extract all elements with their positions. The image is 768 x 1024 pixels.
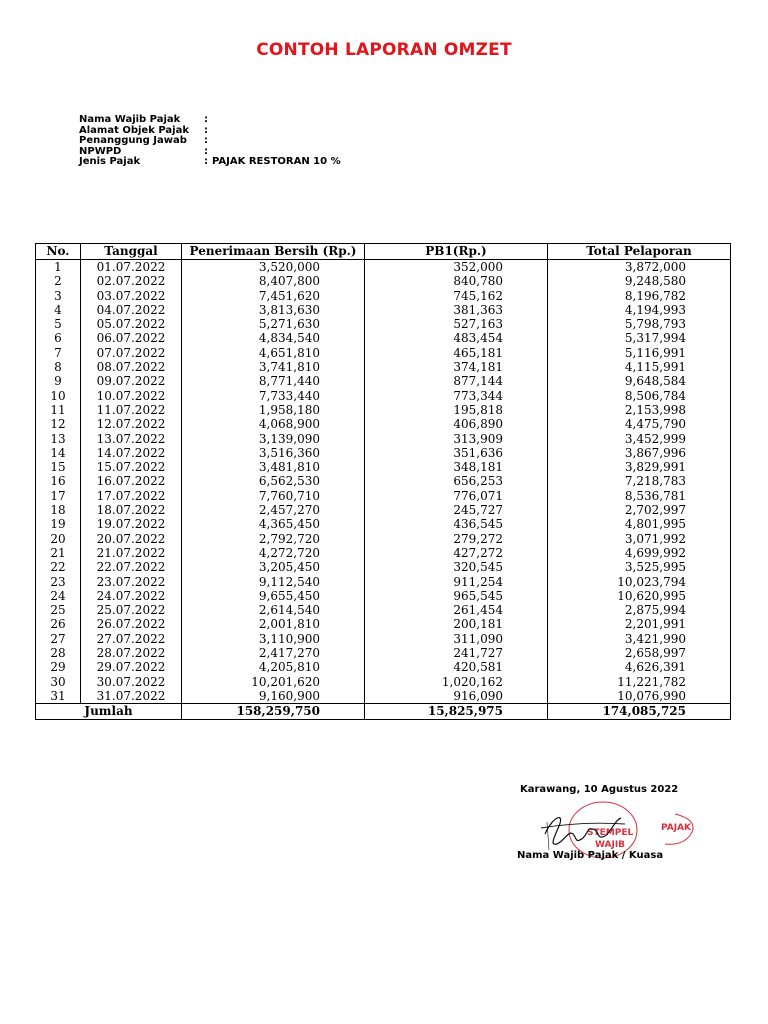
cell-total: 7,218,783: [548, 474, 731, 488]
cell-total: 8,196,782: [548, 289, 731, 303]
cell-no: 21: [36, 546, 81, 560]
cell-pb1: 420,581: [365, 660, 548, 674]
cell-penerimaan: 3,139,090: [182, 432, 365, 446]
cell-tanggal: 19.07.2022: [81, 517, 182, 531]
cell-pb1: 427,272: [365, 546, 548, 560]
table-row: [36, 532, 731, 546]
cell-tanggal: 03.07.2022: [81, 289, 182, 303]
cell-tanggal: 04.07.2022: [81, 303, 182, 317]
cell-pb1: 381,363: [365, 303, 548, 317]
table-row: [36, 317, 731, 331]
cell-no: 19: [36, 517, 81, 531]
cell-pb1: 245,727: [365, 503, 548, 517]
cell-no: 15: [36, 460, 81, 474]
cell-penerimaan: 8,771,440: [182, 374, 365, 388]
cell-pb1: 465,181: [365, 346, 548, 360]
cell-pb1: 1,020,162: [365, 675, 548, 689]
cell-pb1: 200,181: [365, 617, 548, 631]
cell-no: 18: [36, 503, 81, 517]
table-row: [36, 460, 731, 474]
cell-tanggal: 17.07.2022: [81, 489, 182, 503]
info-label: NPWPD: [79, 145, 122, 157]
cell-penerimaan: 10,201,620: [182, 675, 365, 689]
cell-total: 3,071,992: [548, 532, 731, 546]
total-penerimaan: 158,259,750: [182, 704, 365, 719]
taxpayer-info: [79, 115, 341, 168]
total-label: Jumlah: [36, 704, 182, 719]
cell-tanggal: 31.07.2022: [81, 689, 182, 704]
cell-total: 4,115,991: [548, 360, 731, 374]
info-label: Penanggung Jawab: [79, 135, 187, 146]
cell-tanggal: 16.07.2022: [81, 474, 182, 488]
table-row: [36, 417, 731, 431]
cell-pb1: 352,000: [365, 260, 548, 275]
signature-place-date: Karawang, 10 Agustus 2022: [520, 784, 679, 795]
cell-penerimaan: 7,451,620: [182, 289, 365, 303]
cell-tanggal: 06.07.2022: [81, 331, 182, 345]
cell-total: 5,116,991: [548, 346, 731, 360]
cell-total: 3,452,999: [548, 432, 731, 446]
cell-penerimaan: 2,792,720: [182, 532, 365, 546]
cell-tanggal: 29.07.2022: [81, 660, 182, 674]
cell-total: 3,829,991: [548, 460, 731, 474]
stamp-text-2: WAJIB: [595, 840, 626, 850]
header-tanggal: Tanggal: [81, 244, 182, 260]
cell-penerimaan: 4,205,810: [182, 660, 365, 674]
cell-pb1: 195,818: [365, 403, 548, 417]
cell-penerimaan: 4,272,720: [182, 546, 365, 560]
cell-total: 5,317,994: [548, 331, 731, 345]
cell-tanggal: 24.07.2022: [81, 589, 182, 603]
cell-tanggal: 15.07.2022: [81, 460, 182, 474]
cell-total: 3,872,000: [548, 260, 731, 275]
table-row: [36, 346, 731, 360]
total-pelaporan: 174,085,725: [548, 704, 731, 719]
stamp-text-1: STEMPEL: [587, 828, 634, 838]
cell-penerimaan: 3,481,810: [182, 460, 365, 474]
table-row: [36, 503, 731, 517]
cell-penerimaan: 3,813,630: [182, 303, 365, 317]
cell-total: 4,194,993: [548, 303, 731, 317]
table-row: [36, 617, 731, 631]
table-row: [36, 274, 731, 288]
cell-pb1: 840,780: [365, 274, 548, 288]
cell-pb1: 965,545: [365, 589, 548, 603]
table-row: [36, 646, 731, 660]
cell-total: 9,648,584: [548, 374, 731, 388]
cell-total: 2,875,994: [548, 603, 731, 617]
cell-no: 4: [36, 303, 81, 317]
cell-tanggal: 11.07.2022: [81, 403, 182, 417]
cell-pb1: 348,181: [365, 460, 548, 474]
table-row: [36, 560, 731, 574]
info-row: [79, 157, 341, 168]
cell-penerimaan: 2,417,270: [182, 646, 365, 660]
cell-tanggal: 26.07.2022: [81, 617, 182, 631]
cell-total: 10,076,990: [548, 689, 731, 704]
cell-total: 2,658,997: [548, 646, 731, 660]
cell-no: 10: [36, 389, 81, 403]
table-row: [36, 546, 731, 560]
cell-no: 6: [36, 331, 81, 345]
cell-tanggal: 18.07.2022: [81, 503, 182, 517]
cell-total: 4,801,995: [548, 517, 731, 531]
cell-tanggal: 30.07.2022: [81, 675, 182, 689]
cell-total: 4,699,992: [548, 546, 731, 560]
table-row: [36, 374, 731, 388]
table-row: [36, 489, 731, 503]
cell-total: 2,702,997: [548, 503, 731, 517]
table-row: [36, 289, 731, 303]
cell-tanggal: 20.07.2022: [81, 532, 182, 546]
cell-total: 8,536,781: [548, 489, 731, 503]
cell-no: 22: [36, 560, 81, 574]
cell-pb1: 656,253: [365, 474, 548, 488]
info-value: PAJAK RESTORAN 10 %: [212, 156, 341, 167]
cell-tanggal: 22.07.2022: [81, 560, 182, 574]
cell-no: 1: [36, 260, 81, 275]
cell-penerimaan: 6,562,530: [182, 474, 365, 488]
info-colon: :: [204, 145, 208, 157]
cell-tanggal: 07.07.2022: [81, 346, 182, 360]
table-row: [36, 575, 731, 589]
page-title: CONTOH LAPORAN OMZET: [256, 40, 512, 60]
cell-total: 10,620,995: [548, 589, 731, 603]
info-colon: :: [204, 156, 208, 167]
header-total: Total Pelaporan: [548, 244, 731, 260]
cell-tanggal: 01.07.2022: [81, 260, 182, 275]
cell-tanggal: 27.07.2022: [81, 632, 182, 646]
info-label: Jenis Pajak: [79, 156, 141, 167]
info-label: Nama Wajib Pajak: [79, 114, 181, 125]
cell-pb1: 313,909: [365, 432, 548, 446]
info-colon: :: [204, 124, 208, 136]
table-row: [36, 675, 731, 689]
table-row: [36, 517, 731, 531]
cell-total: 3,867,996: [548, 446, 731, 460]
cell-tanggal: 23.07.2022: [81, 575, 182, 589]
cell-no: 31: [36, 689, 81, 704]
cell-tanggal: 10.07.2022: [81, 389, 182, 403]
cell-total: 11,221,782: [548, 675, 731, 689]
cell-pb1: 351,636: [365, 446, 548, 460]
cell-no: 9: [36, 374, 81, 388]
cell-tanggal: 09.07.2022: [81, 374, 182, 388]
table-header-row: [36, 244, 731, 260]
cell-total: 3,421,990: [548, 632, 731, 646]
cell-penerimaan: 3,520,000: [182, 260, 365, 275]
cell-no: 8: [36, 360, 81, 374]
cell-pb1: 406,890: [365, 417, 548, 431]
table-row: [36, 474, 731, 488]
cell-penerimaan: 8,407,800: [182, 274, 365, 288]
cell-penerimaan: 5,271,630: [182, 317, 365, 331]
cell-tanggal: 12.07.2022: [81, 417, 182, 431]
table-row: [36, 331, 731, 345]
header-pb1: PB1(Rp.): [365, 244, 548, 260]
info-colon: :: [204, 135, 208, 146]
cell-no: 2: [36, 274, 81, 288]
cell-pb1: 911,254: [365, 575, 548, 589]
cell-no: 14: [36, 446, 81, 460]
cell-pb1: 279,272: [365, 532, 548, 546]
cell-total: 3,525,995: [548, 560, 731, 574]
cell-penerimaan: 1,958,180: [182, 403, 365, 417]
cell-penerimaan: 9,160,900: [182, 689, 365, 704]
cell-pb1: 374,181: [365, 360, 548, 374]
cell-penerimaan: 2,457,270: [182, 503, 365, 517]
table-row: [36, 260, 731, 275]
cell-no: 27: [36, 632, 81, 646]
cell-penerimaan: 9,655,450: [182, 589, 365, 603]
cell-no: 12: [36, 417, 81, 431]
cell-total: 5,798,793: [548, 317, 731, 331]
cell-penerimaan: 7,733,440: [182, 389, 365, 403]
stamp-text-3: PAJAK: [661, 823, 692, 833]
cell-total: 2,153,998: [548, 403, 731, 417]
cell-penerimaan: 2,001,810: [182, 617, 365, 631]
cell-penerimaan: 4,365,450: [182, 517, 365, 531]
cell-penerimaan: 3,205,450: [182, 560, 365, 574]
cell-pb1: 916,090: [365, 689, 548, 704]
cell-pb1: 745,162: [365, 289, 548, 303]
cell-no: 24: [36, 589, 81, 603]
cell-no: 29: [36, 660, 81, 674]
cell-penerimaan: 9,112,540: [182, 575, 365, 589]
cell-pb1: 483,454: [365, 331, 548, 345]
table-row: [36, 360, 731, 374]
cell-tanggal: 08.07.2022: [81, 360, 182, 374]
cell-total: 2,201,991: [548, 617, 731, 631]
cell-penerimaan: 3,741,810: [182, 360, 365, 374]
info-row: [79, 115, 341, 126]
table-row: [36, 446, 731, 460]
cell-no: 20: [36, 532, 81, 546]
cell-tanggal: 28.07.2022: [81, 646, 182, 660]
info-colon: :: [204, 114, 208, 125]
cell-no: 7: [36, 346, 81, 360]
cell-penerimaan: 7,760,710: [182, 489, 365, 503]
cell-no: 5: [36, 317, 81, 331]
cell-tanggal: 25.07.2022: [81, 603, 182, 617]
cell-penerimaan: 4,068,900: [182, 417, 365, 431]
table-row: [36, 303, 731, 317]
cell-no: 23: [36, 575, 81, 589]
cell-tanggal: 13.07.2022: [81, 432, 182, 446]
omzet-table: [35, 243, 731, 720]
total-pb1: 15,825,975: [365, 704, 548, 719]
cell-total: 4,626,391: [548, 660, 731, 674]
cell-pb1: 311,090: [365, 632, 548, 646]
cell-pb1: 241,727: [365, 646, 548, 660]
cell-no: 3: [36, 289, 81, 303]
cell-penerimaan: 2,614,540: [182, 603, 365, 617]
cell-penerimaan: 3,516,360: [182, 446, 365, 460]
cell-tanggal: 05.07.2022: [81, 317, 182, 331]
info-label: Alamat Objek Pajak: [79, 124, 189, 136]
cell-pb1: 320,545: [365, 560, 548, 574]
header-penerimaan: Penerimaan Bersih (Rp.): [182, 244, 365, 260]
cell-pb1: 436,545: [365, 517, 548, 531]
table-row: [36, 432, 731, 446]
cell-pb1: 527,163: [365, 317, 548, 331]
cell-no: 17: [36, 489, 81, 503]
cell-penerimaan: 4,651,810: [182, 346, 365, 360]
info-row: [79, 136, 341, 147]
cell-tanggal: 14.07.2022: [81, 446, 182, 460]
table-row: [36, 589, 731, 603]
cell-penerimaan: 4,834,540: [182, 331, 365, 345]
table-row: [36, 660, 731, 674]
cell-tanggal: 02.07.2022: [81, 274, 182, 288]
cell-pb1: 773,344: [365, 389, 548, 403]
cell-no: 30: [36, 675, 81, 689]
cell-no: 16: [36, 474, 81, 488]
cell-pb1: 261,454: [365, 603, 548, 617]
cell-no: 25: [36, 603, 81, 617]
cell-total: 10,023,794: [548, 575, 731, 589]
cell-penerimaan: 3,110,900: [182, 632, 365, 646]
table-row: [36, 603, 731, 617]
cell-no: 28: [36, 646, 81, 660]
cell-tanggal: 21.07.2022: [81, 546, 182, 560]
signature-name-line: Nama Wajib Pajak / Kuasa: [517, 850, 664, 861]
cell-total: 4,475,790: [548, 417, 731, 431]
cell-pb1: 776,071: [365, 489, 548, 503]
cell-no: 11: [36, 403, 81, 417]
total-row: [36, 704, 731, 719]
cell-pb1: 877,144: [365, 374, 548, 388]
header-no: No.: [36, 244, 81, 260]
cell-no: 26: [36, 617, 81, 631]
cell-no: 13: [36, 432, 81, 446]
table-row: [36, 389, 731, 403]
table-row: [36, 632, 731, 646]
cell-total: 8,506,784: [548, 389, 731, 403]
table-row: [36, 403, 731, 417]
cell-total: 9,248,580: [548, 274, 731, 288]
table-row: [36, 689, 731, 704]
